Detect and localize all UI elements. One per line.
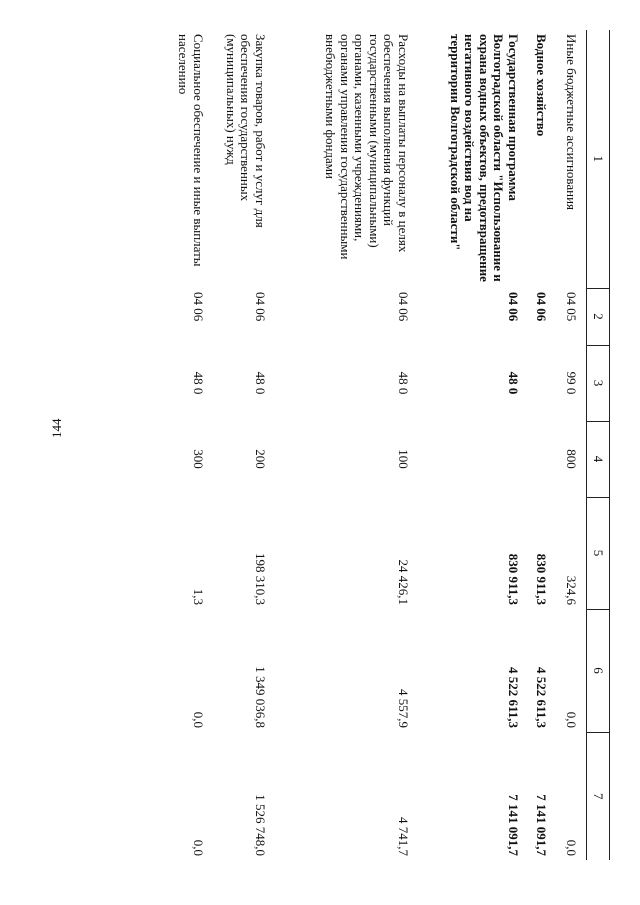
row-value-7: 7 141 091,7 <box>506 794 521 856</box>
row-name: Социальное обеспечение и иные выплаты населению <box>176 34 206 267</box>
row-name: Государственная программа Волгоградской области "Использование и охрана водных объектов, предотвращение негативного воздействия вод на территории Волгоградской области" <box>448 34 521 282</box>
budget-table-container <box>85 30 610 860</box>
row-type: 800 <box>564 449 579 469</box>
row-value-6: 1 349 036,8 <box>253 666 268 728</box>
row-type: 300 <box>191 449 206 469</box>
header-col-1: 1 <box>587 30 610 288</box>
row-code: 04 05 <box>564 292 579 322</box>
row-value-6: 4 522 611,3 <box>534 666 549 728</box>
row-value-5: 324,6 <box>564 575 579 605</box>
row-value-5: 830 911,3 <box>534 553 549 605</box>
row-value-6: 0,0 <box>191 711 206 728</box>
row-type: 200 <box>253 449 268 469</box>
row-value-6: 0,0 <box>564 711 579 728</box>
row-value-7: 7 141 091,7 <box>534 794 549 856</box>
table-row <box>548 30 587 860</box>
budget-table <box>165 30 610 860</box>
row-name: Расходы на выплаты персоналу в целях обеспечения выполнения функций государственными (муниципальными) органами, казенными учреждениями, органами управления государственными внебюджетными фондами <box>323 34 411 260</box>
header-col-3: 3 <box>587 345 610 421</box>
page-number: 144 <box>49 418 64 438</box>
row-value-7: 0,0 <box>564 839 579 856</box>
row-code: 04 06 <box>396 292 411 322</box>
table-row <box>520 30 548 860</box>
table-row <box>205 30 267 860</box>
row-value-5: 24 426,1 <box>396 559 411 605</box>
row-target: 48 0 <box>396 371 411 395</box>
header-col-5: 5 <box>587 497 610 609</box>
header-col-4: 4 <box>587 421 610 497</box>
row-target <box>520 345 548 421</box>
row-name: Иные бюджетные ассигнования <box>564 34 579 211</box>
row-value-5: 1,3 <box>191 588 206 605</box>
row-code: 04 06 <box>506 292 521 322</box>
table-row <box>165 30 205 860</box>
row-code: 04 06 <box>191 292 206 322</box>
header-col-6: 6 <box>587 609 610 732</box>
row-target: 48 0 <box>191 371 206 395</box>
row-type <box>410 421 520 497</box>
row-type <box>520 421 548 497</box>
header-col-2: 2 <box>587 288 610 345</box>
row-value-7: 4 741,7 <box>396 817 411 856</box>
row-target: 48 0 <box>253 371 268 395</box>
row-code: 04 06 <box>253 292 268 322</box>
row-target: 99 0 <box>564 371 579 395</box>
row-name: Закупка товаров, работ и услуг для обеспечения государственных (муниципальных) нужд <box>224 34 268 228</box>
row-target: 48 0 <box>506 371 521 395</box>
table-row <box>267 30 410 860</box>
row-code: 04 06 <box>534 292 549 322</box>
table-row <box>410 30 520 860</box>
row-value-5: 830 911,3 <box>506 553 521 605</box>
row-value-7: 0,0 <box>191 839 206 856</box>
row-type: 100 <box>396 449 411 469</box>
row-value-7: 1 526 748,0 <box>253 794 268 856</box>
row-value-6: 4 557,9 <box>396 689 411 728</box>
row-value-5: 198 310,3 <box>253 553 268 605</box>
row-value-6: 4 522 611,3 <box>506 666 521 728</box>
header-row <box>587 30 610 860</box>
row-name: Водное хозяйство <box>534 34 549 137</box>
header-col-7: 7 <box>587 732 610 860</box>
